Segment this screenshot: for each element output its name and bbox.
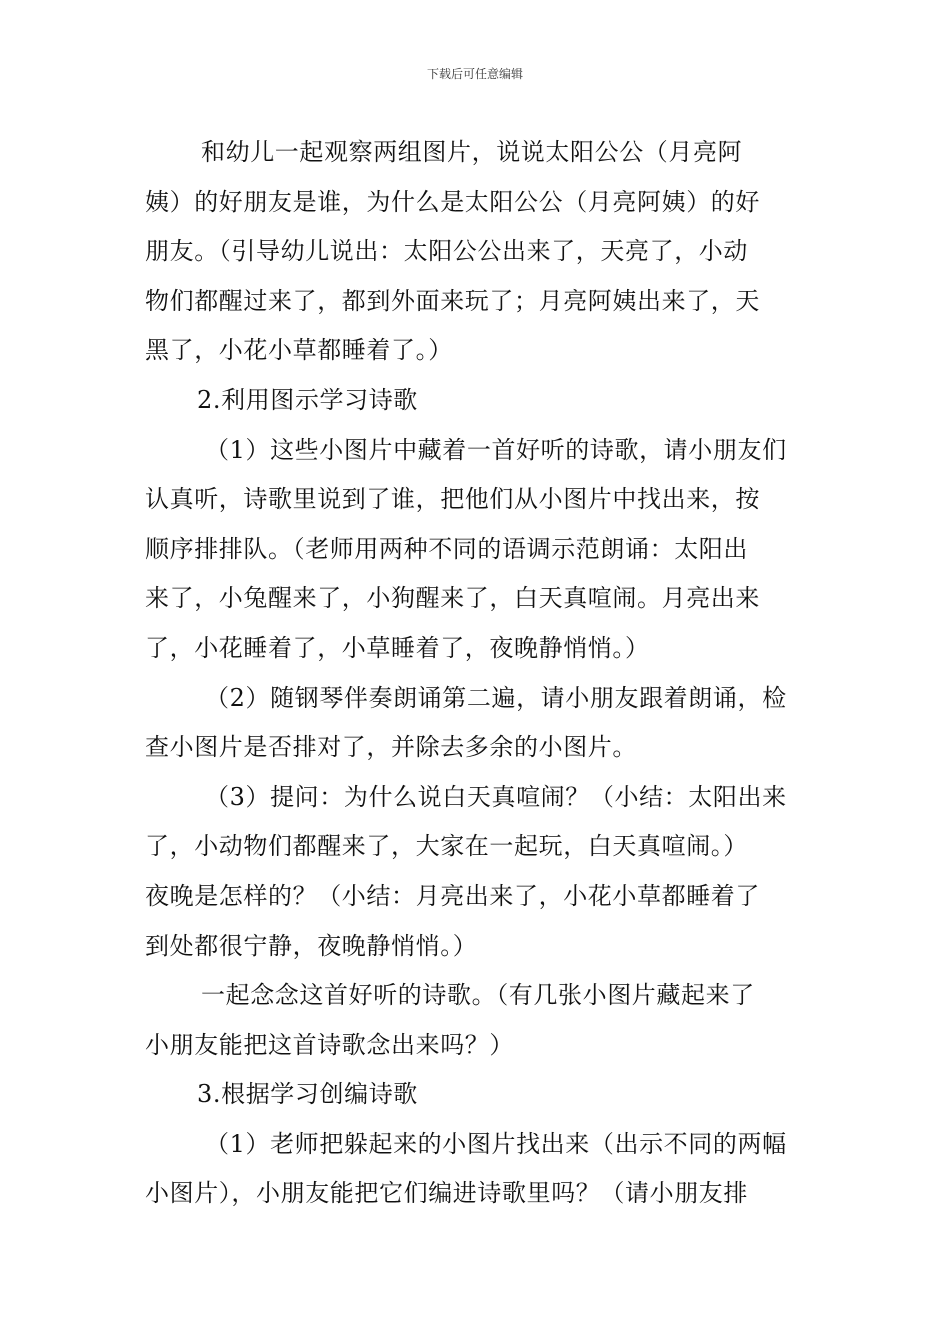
- text-line: 了，小动物们都醒来了，大家在一起玩，白天真喧闹。）: [145, 832, 748, 861]
- text-line: 小图片），小朋友能把它们编进诗歌里吗？（请小朋友排: [145, 1179, 748, 1208]
- text-line: 黑了，小花小草都睡着了。）: [145, 336, 453, 365]
- text-line: 认真听，诗歌里说到了谁，把他们从小图片中找出来，按: [145, 485, 760, 514]
- text-line: （2）随钢琴伴奏朗诵第二遍，请小朋友跟着朗诵，检: [205, 683, 787, 712]
- page-header: 下载后可任意编辑: [426, 67, 523, 81]
- text-line: （3）提问：为什么说白天真喧闹？（小结：太阳出来: [205, 782, 787, 811]
- text-line: 姨）的好朋友是谁，为什么是太阳公公（月亮阿姨）的好: [145, 187, 760, 216]
- text-line: 查小图片是否排对了，并除去多余的小图片。: [145, 733, 637, 762]
- text-line: 朋友。（引导幼儿说出：太阳公公出来了，天亮了，小动: [145, 237, 748, 266]
- text-line: 到处都很宁静，夜晚静悄悄。）: [145, 931, 478, 960]
- text-line: 夜晚是怎样的？（小结：月亮出来了，小花小草都睡着了: [145, 881, 760, 910]
- text-line: 来了，小兔醒来了，小狗醒来了，白天真喧闹。月亮出来: [145, 584, 760, 613]
- section-heading: 2.利用图示学习诗歌: [197, 385, 418, 414]
- text-line: （1）这些小图片中藏着一首好听的诗歌，请小朋友们: [205, 435, 787, 464]
- document-body: [145, 128, 807, 1219]
- text-line: 一起念念这首好听的诗歌。（有几张小图片藏起来了: [201, 981, 755, 1010]
- text-line: （1）老师把躲起来的小图片找出来（出示不同的两幅: [205, 1129, 787, 1158]
- text-line: 和幼儿一起观察两组图片，说说太阳公公（月亮阿: [201, 138, 743, 166]
- text-line: 了，小花睡着了，小草睡着了，夜晚静悄悄。）: [145, 633, 650, 662]
- text-line: 小朋友能把这首诗歌念出来吗？）: [145, 1030, 514, 1059]
- text-line: 顺序排排队。（老师用两种不同的语调示范朗诵：太阳出: [145, 534, 748, 563]
- text-line: 物们都醒过来了，都到外面来玩了；月亮阿姨出来了，天: [145, 286, 760, 315]
- section-heading: 3.根据学习创编诗歌: [197, 1080, 418, 1109]
